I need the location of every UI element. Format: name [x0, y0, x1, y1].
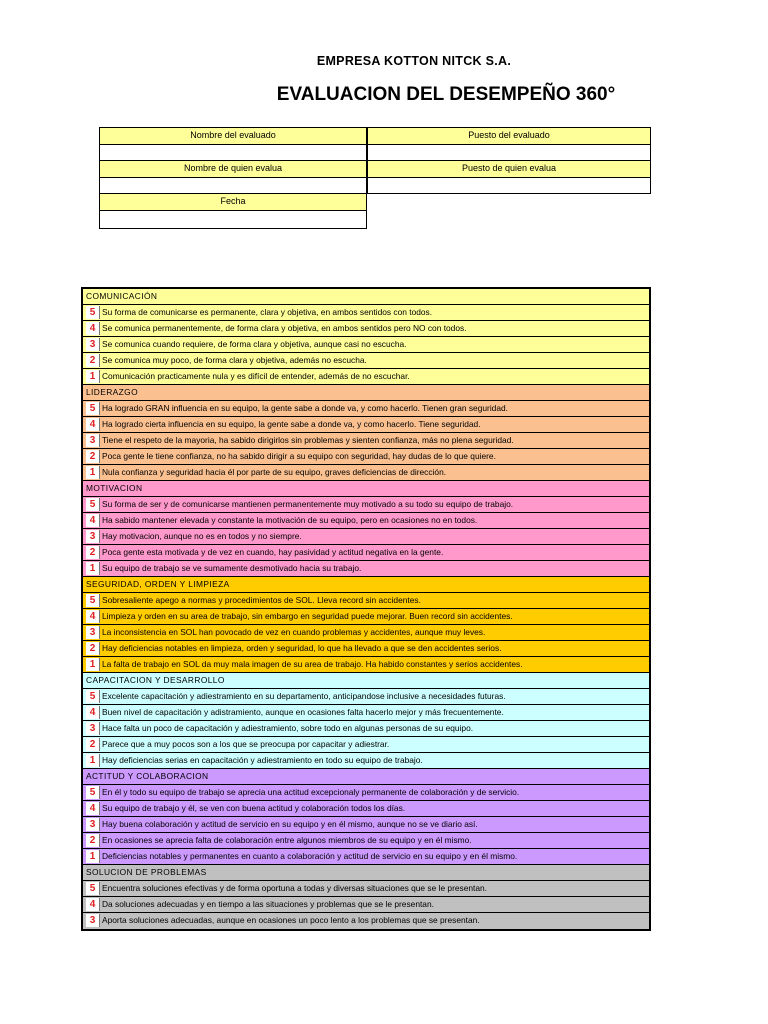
score-number: 4	[86, 706, 100, 719]
evaluation-header-form	[99, 127, 651, 229]
score-number: 4	[86, 898, 100, 911]
criteria-row[interactable]	[83, 545, 649, 561]
criteria-text: Hace falta un poco de capacitación y adiestramiento, sobre todo en algunas personas de su equipo.	[102, 723, 474, 733]
criteria-row[interactable]	[83, 897, 649, 913]
score-number: 4	[86, 322, 100, 335]
criteria-row[interactable]	[83, 353, 649, 369]
criteria-row[interactable]	[83, 369, 649, 385]
criteria-row[interactable]	[83, 641, 649, 657]
label-nombre-evaluador: Nombre de quien evalua	[99, 160, 367, 178]
criteria-text: Nula confianza y seguridad hacia él por parte de su equipo, graves deficiencias de dirección.	[102, 467, 447, 477]
section-header: SEGURIDAD, ORDEN Y LIMPIEZA	[83, 577, 649, 593]
criteria-text: Limpieza y orden en su area de trabajo, sin embargo en seguridad puede mejorar. Buen record sin accidentes.	[102, 611, 513, 621]
criteria-text: Su forma de comunicarse es permanente, clara y objetiva, en ambos sentidos con todos.	[102, 307, 433, 317]
criteria-row[interactable]	[83, 529, 649, 545]
criteria-row[interactable]	[83, 561, 649, 577]
input-nombre-evaluador[interactable]	[99, 177, 367, 194]
section-header: LIDERAZGO	[83, 385, 649, 401]
criteria-text: Su forma de ser y de comunicarse mantienen permanentemente muy motivado a su todo su equipo de trabajo.	[102, 499, 514, 509]
section-header: ACTITUD Y COLABORACION	[83, 769, 649, 785]
criteria-row[interactable]	[83, 497, 649, 513]
score-number: 2	[86, 738, 100, 751]
label-nombre-evaluado: Nombre del evaluado	[99, 127, 367, 145]
score-number: 5	[86, 306, 100, 319]
criteria-text: Tiene el respeto de la mayoria, ha sabido dirigirlos sin problemas y sienten confianza, más no plena seguridad.	[102, 435, 514, 445]
criteria-text: Comunicación practicamente nula y es difícil de entender, además de no escuchar.	[102, 371, 410, 381]
score-number: 3	[86, 434, 100, 447]
criteria-text: Se comunica muy poco, de forma clara y objetiva, además no escucha.	[102, 355, 367, 365]
score-number: 2	[86, 546, 100, 559]
criteria-text: Poca gente esta motivada y de vez en cuando, hay pasividad y actitud negativa en la gente.	[102, 547, 444, 557]
label-fecha: Fecha	[99, 193, 367, 211]
criteria-row[interactable]	[83, 609, 649, 625]
criteria-text: Se comunica permanentemente, de forma clara y objetiva, en ambos sentidos pero NO con todos.	[102, 323, 467, 333]
criteria-row[interactable]	[83, 657, 649, 673]
criteria-text: La falta de trabajo en SOL da muy mala imagen de su area de trabajo. Ha habido constantes y serios accidentes.	[102, 659, 523, 669]
criteria-row[interactable]	[83, 881, 649, 897]
criteria-row[interactable]	[83, 417, 649, 433]
criteria-row[interactable]	[83, 513, 649, 529]
criteria-row[interactable]	[83, 689, 649, 705]
score-number: 2	[86, 450, 100, 463]
score-number: 5	[86, 498, 100, 511]
criteria-row[interactable]	[83, 849, 649, 865]
criteria-row[interactable]	[83, 593, 649, 609]
score-number: 4	[86, 802, 100, 815]
score-number: 4	[86, 610, 100, 623]
criteria-row[interactable]	[83, 305, 649, 321]
criteria-text: Ha logrado cierta influencia en su equipo, la gente sabe a donde va, y como hacerlo. Tiene seguridad.	[102, 419, 481, 429]
criteria-text: Hay deficiencias serias en capacitación y adiestramiento en todo su equipo de trabajo.	[102, 755, 423, 765]
criteria-text: Encuentra soluciones efectivas y de forma oportuna a todas y diversas situaciones que se le presentan.	[102, 883, 488, 893]
criteria-text: Poca gente le tiene confianza, no ha sabido dirigir a su equipo con seguridad, hay dudas de lo que quiere.	[102, 451, 496, 461]
criteria-text: En ocasiones se aprecia falta de colaboración entre algunos miembros de su equipo y en él mismo.	[102, 835, 472, 845]
criteria-text: Hay motivacion, aunque no es en todos y no siempre.	[102, 531, 302, 541]
score-number: 1	[86, 466, 100, 479]
criteria-text: Su equipo de trabajo se ve sumamente desmotivado hacia su trabajo.	[102, 563, 362, 573]
input-puesto-evaluador[interactable]	[367, 177, 651, 194]
criteria-text: Ha sabido mantener elevada y constante la motivación de su equipo, pero en ocasiones no en todos.	[102, 515, 478, 525]
criteria-text: Sobresaliente apego a normas y procedimientos de SOL. Lleva record sin accidentes.	[102, 595, 421, 605]
criteria-row[interactable]	[83, 625, 649, 641]
criteria-row[interactable]	[83, 913, 649, 929]
score-number: 3	[86, 626, 100, 639]
evaluation-criteria-table	[81, 287, 651, 931]
section-header: SOLUCION DE PROBLEMAS	[83, 865, 649, 881]
score-number: 5	[86, 690, 100, 703]
criteria-text: Su equipo de trabajo y él, se ven con buena actitud y colaboración todos los días.	[102, 803, 406, 813]
score-number: 4	[86, 514, 100, 527]
score-number: 1	[86, 658, 100, 671]
criteria-text: Parece que a muy pocos son a los que se preocupa por capacitar y adiestrar.	[102, 739, 390, 749]
criteria-text: Buen nivel de capacitación y adistramiento, aunque en ocasiones falta hacerlo mejor y más frecuentemente.	[102, 707, 504, 717]
score-number: 5	[86, 882, 100, 895]
score-number: 3	[86, 818, 100, 831]
criteria-text: Hay buena colaboración y actitud de servicio en su equipo y en él mismo, aunque no se ve diario así.	[102, 819, 478, 829]
criteria-row[interactable]	[83, 785, 649, 801]
criteria-text: En él y todo su equipo de trabajo se aprecia una actitud excepcionaly permanente de colaboración y de servicio.	[102, 787, 520, 797]
page-title: EVALUACION DEL DESEMPEÑO 360°	[276, 84, 616, 105]
score-number: 2	[86, 354, 100, 367]
score-number: 1	[86, 754, 100, 767]
criteria-text: Excelente capacitación y adiestramiento en su departamento, anticipandose inclusive a necesidades futuras.	[102, 691, 506, 701]
criteria-text: Deficiencias notables y permanentes en cuanto a colaboración y actitud de servicio en su equipo y en él mismo.	[102, 851, 518, 861]
criteria-text: La inconsistencia en SOL han povocado de vez en cuando problemas y accidentes, aunque muy leves.	[102, 627, 486, 637]
criteria-text: Se comunica cuando requiere, de forma clara y objetiva, aunque casi no escucha.	[102, 339, 407, 349]
criteria-row[interactable]	[83, 801, 649, 817]
score-number: 3	[86, 338, 100, 351]
criteria-row[interactable]	[83, 721, 649, 737]
criteria-row[interactable]	[83, 449, 649, 465]
score-number: 1	[86, 850, 100, 863]
criteria-text: Aporta soluciones adecuadas, aunque en ocasiones un poco lento a los problemas que se presentan.	[102, 915, 480, 925]
criteria-text: Hay deficiencias notables en limpieza, orden y seguridad, lo que ha llevado a que se den accidentes serios.	[102, 643, 502, 653]
input-puesto-evaluado[interactable]	[367, 144, 651, 161]
criteria-row[interactable]	[83, 817, 649, 833]
criteria-row[interactable]	[83, 321, 649, 337]
score-number: 3	[86, 530, 100, 543]
criteria-row[interactable]	[83, 833, 649, 849]
score-number: 2	[86, 642, 100, 655]
criteria-row[interactable]	[83, 705, 649, 721]
score-number: 1	[86, 370, 100, 383]
criteria-text: Da soluciones adecuadas y en tiempo a las situaciones y problemas que se le presentan.	[102, 899, 434, 909]
score-number: 3	[86, 914, 100, 927]
score-number: 4	[86, 418, 100, 431]
score-number: 5	[86, 786, 100, 799]
section-header: MOTIVACION	[83, 481, 649, 497]
criteria-row[interactable]	[83, 737, 649, 753]
label-puesto-evaluador: Puesto de quien evalua	[367, 160, 651, 178]
criteria-row[interactable]	[83, 753, 649, 769]
section-header: CAPACITACION Y DESARROLLO	[83, 673, 649, 689]
input-fecha[interactable]	[99, 210, 367, 229]
section-header: COMUNICACIÓN	[83, 289, 649, 305]
score-number: 1	[86, 562, 100, 575]
criteria-row[interactable]	[83, 337, 649, 353]
criteria-row[interactable]	[83, 401, 649, 417]
score-number: 2	[86, 834, 100, 847]
criteria-row[interactable]	[83, 465, 649, 481]
company-name: EMPRESA KOTTON NITCK S.A.	[316, 54, 512, 68]
criteria-row[interactable]	[83, 433, 649, 449]
score-number: 3	[86, 722, 100, 735]
score-number: 5	[86, 594, 100, 607]
criteria-text: Ha logrado GRAN influencia en su equipo, la gente sabe a donde va, y como hacerlo. Tienen gran seguridad.	[102, 403, 508, 413]
score-number: 5	[86, 402, 100, 415]
label-puesto-evaluado: Puesto del evaluado	[367, 127, 651, 145]
input-nombre-evaluado[interactable]	[99, 144, 367, 161]
